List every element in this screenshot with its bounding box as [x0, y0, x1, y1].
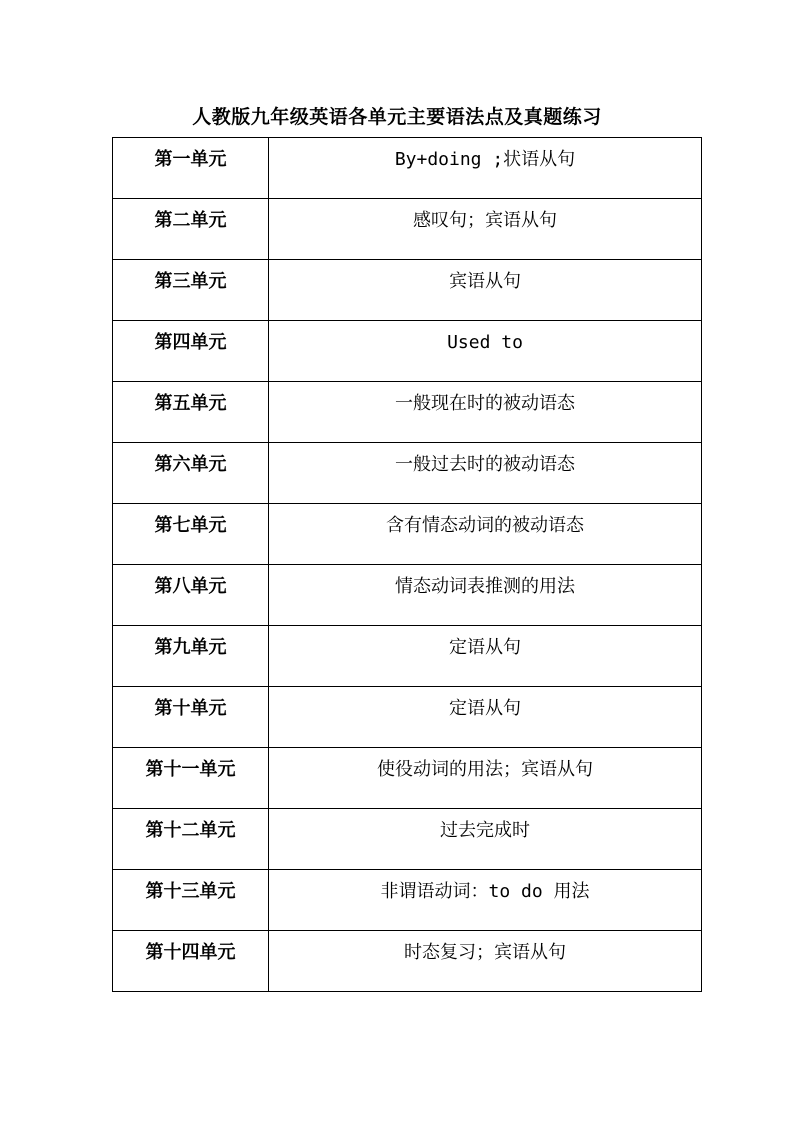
- document-title: 人教版九年级英语各单元主要语法点及真题练习: [192, 106, 602, 128]
- grammar-topic-cell: [269, 870, 702, 931]
- grammar-topic-cell: [269, 260, 702, 321]
- table-row: [113, 870, 702, 931]
- grammar-topic-cell: [269, 748, 702, 809]
- table-row: [113, 260, 702, 321]
- grammar-topic-cell: [269, 809, 702, 870]
- grammar-topic: 一般过去时的被动语态: [395, 454, 575, 475]
- unit-label: 第一单元: [154, 149, 227, 170]
- grammar-topic: 情态动词表推测的用法: [395, 576, 575, 597]
- grammar-topic-cell: [269, 687, 702, 748]
- grammar-topic-cell: [269, 199, 702, 260]
- unit-cell: [113, 504, 269, 565]
- grammar-topic: By+doing ;状语从句: [394, 149, 576, 170]
- unit-label: 第七单元: [154, 515, 227, 536]
- unit-cell: [113, 138, 269, 199]
- unit-label: 第十三单元: [145, 881, 236, 902]
- grammar-topic: 使役动词的用法；宾语从句: [377, 759, 593, 780]
- grammar-topic-cell: [269, 565, 702, 626]
- table-row: [113, 321, 702, 382]
- table-row: [113, 565, 702, 626]
- grammar-topic-cell: [269, 504, 702, 565]
- unit-label: 第十四单元: [145, 942, 236, 963]
- grammar-topic: 定语从句: [449, 637, 521, 658]
- table-row: [113, 138, 702, 199]
- grammar-topic-cell: [269, 443, 702, 504]
- unit-cell: [113, 382, 269, 443]
- unit-cell: [113, 870, 269, 931]
- table-row: [113, 687, 702, 748]
- unit-label: 第四单元: [154, 332, 227, 353]
- table-row: [113, 504, 702, 565]
- unit-label: 第八单元: [154, 576, 227, 597]
- unit-cell: [113, 199, 269, 260]
- unit-cell: [113, 626, 269, 687]
- table-row: [113, 931, 702, 992]
- grammar-topic-cell: [269, 382, 702, 443]
- unit-label: 第三单元: [154, 271, 227, 292]
- grammar-table-body: [113, 138, 702, 992]
- grammar-topic-cell: [269, 626, 702, 687]
- unit-cell: [113, 809, 269, 870]
- table-row: [113, 382, 702, 443]
- unit-label: 第九单元: [154, 637, 227, 658]
- table-row: [113, 199, 702, 260]
- unit-cell: [113, 931, 269, 992]
- unit-label: 第二单元: [154, 210, 227, 231]
- grammar-topic: Used to: [447, 332, 523, 353]
- unit-cell: [113, 321, 269, 382]
- unit-cell: [113, 748, 269, 809]
- unit-cell: [113, 260, 269, 321]
- grammar-topic-cell: [269, 138, 702, 199]
- grammar-topic: 过去完成时: [440, 820, 530, 841]
- unit-cell: [113, 443, 269, 504]
- grammar-topic-cell: [269, 931, 702, 992]
- grammar-topic: 定语从句: [449, 698, 521, 719]
- unit-label: 第五单元: [154, 393, 227, 414]
- table-row: [113, 748, 702, 809]
- grammar-topic: 非谓语动词：to do 用法: [380, 881, 590, 902]
- grammar-topic: 含有情态动词的被动语态: [386, 515, 584, 536]
- table-row: [113, 443, 702, 504]
- grammar-topic-cell: [269, 321, 702, 382]
- unit-cell: [113, 687, 269, 748]
- unit-label: 第十单元: [154, 698, 227, 719]
- unit-label: 第十二单元: [145, 820, 236, 841]
- grammar-topic: 感叹句；宾语从句: [413, 210, 557, 231]
- table-row: [113, 809, 702, 870]
- unit-label: 第十一单元: [145, 759, 236, 780]
- unit-label: 第六单元: [154, 454, 227, 475]
- grammar-topic: 一般现在时的被动语态: [395, 393, 575, 414]
- grammar-topic: 宾语从句: [449, 271, 521, 292]
- grammar-topic: 时态复习；宾语从句: [404, 942, 566, 963]
- table-row: [113, 626, 702, 687]
- unit-cell: [113, 565, 269, 626]
- grammar-table: [112, 137, 702, 992]
